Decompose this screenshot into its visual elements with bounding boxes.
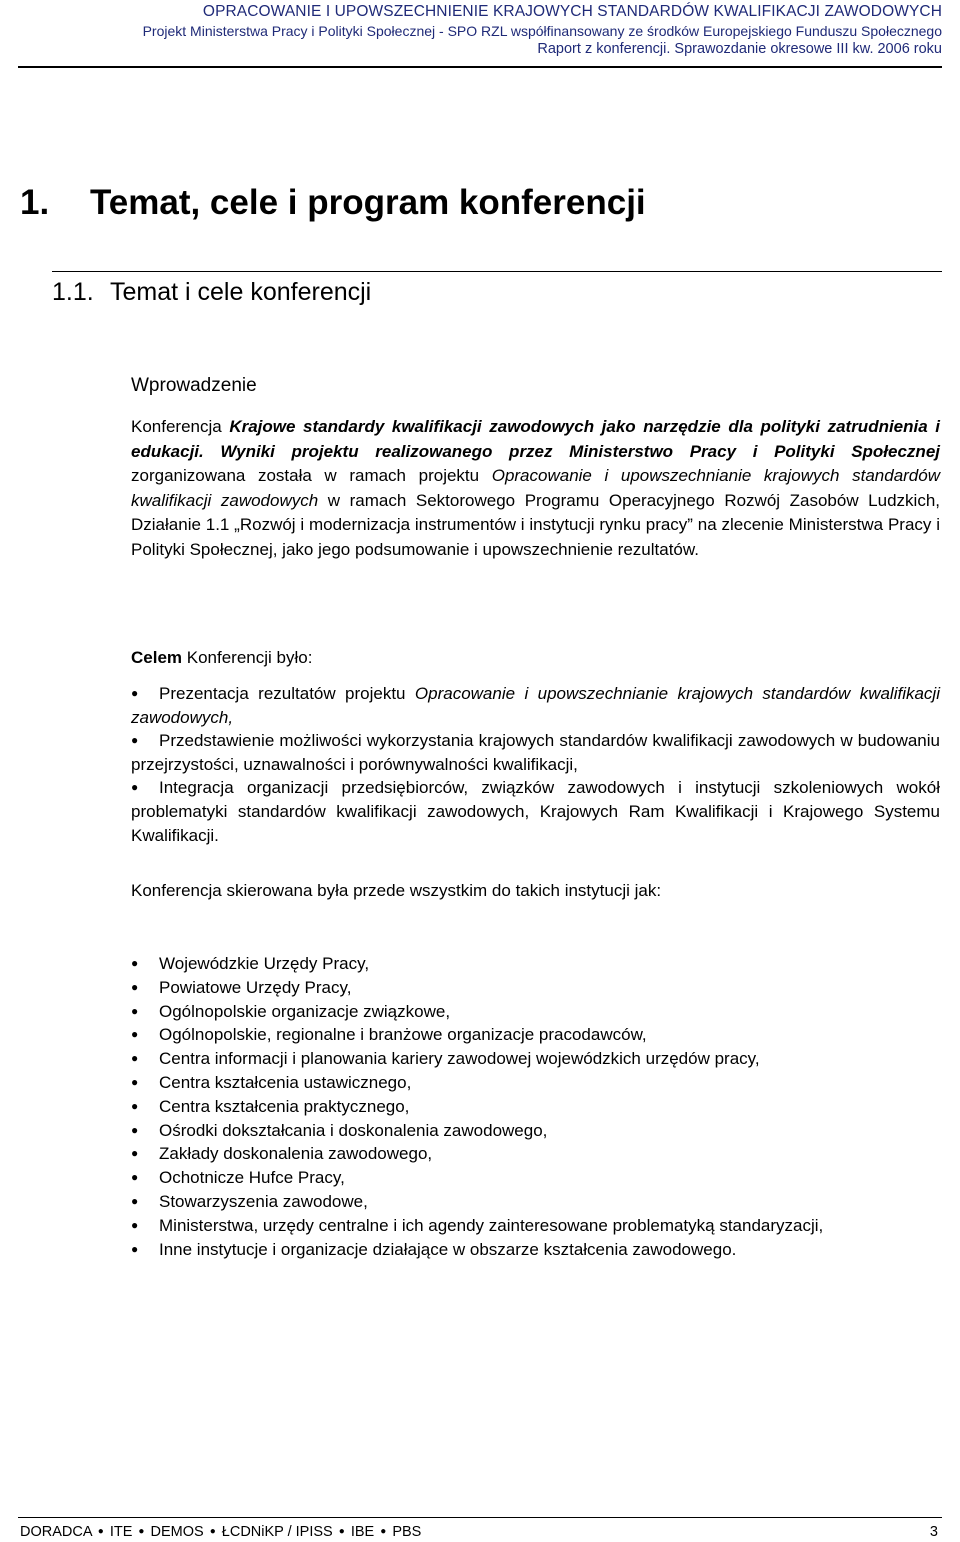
goals-title-rest: Konferencji było: <box>182 648 313 667</box>
heading-1-title: Temat, cele i program konferencji <box>90 183 646 222</box>
list-item <box>131 1166 940 1190</box>
heading-1 <box>20 183 646 223</box>
intro-text-b: Krajowe standardy kwalifikacji zawodowych jako narzędzie dla polityki zatrudnienia i edukacji. Wyniki projektu realizowanego przez Ministerstwo Pracy i Polityki Społecznej <box>131 417 941 461</box>
goal-2-text: Przedstawienie możliwości wykorzystania krajowych standardów kwalifikacji zawodowych w budowaniu przejrzystości, uznawalności i porównywalności kwalifikacji, <box>131 731 940 774</box>
list-item <box>131 1238 940 1262</box>
goals-title-strong: Celem <box>131 648 183 667</box>
list-item <box>131 1190 940 1214</box>
target-item-text: Centra informacji i planowania kariery zawodowej wojewódzkich urzędów pracy, <box>159 1049 760 1069</box>
page-number: 3 <box>929 1524 938 1540</box>
target-item-text: Ministerstwa, urzędy centralne i ich agendy zainteresowane problematyką standaryzacji, <box>159 1215 824 1235</box>
heading-2-divider <box>52 271 942 272</box>
intro-text-a: Konferencja <box>131 417 230 436</box>
bullet-icon: ● <box>131 1027 139 1042</box>
bullet-icon: ● <box>131 956 139 970</box>
goal-3-text: Integracja organizacji przedsiębiorców, związków zawodowych i instytucji szkoleniowych wokół problematyki standardów kwalifikacji zawodowych, Krajowych Ram Kwalifikacji i Krajowego Systemu Kwalifikacji. <box>131 778 940 845</box>
footer-partner: DORADCA <box>20 1524 92 1540</box>
bullet-icon: ● <box>131 1170 139 1185</box>
separator-dot-icon: ● <box>209 1526 216 1537</box>
bullet-icon: ● <box>131 780 139 795</box>
footer-partner: ITE <box>109 1524 133 1540</box>
bullet-icon: ● <box>131 1146 139 1161</box>
bullet-icon: ● <box>131 1122 139 1137</box>
target-item-text: Centra kształcenia ustawicznego, <box>159 1072 412 1092</box>
list-item <box>131 952 940 976</box>
separator-dot-icon: ● <box>380 1526 387 1537</box>
bullet-icon: ● <box>131 1003 139 1018</box>
target-item-text: Centra kształcenia praktycznego, <box>159 1096 410 1116</box>
goal-1-text: Prezentacja rezultatów projektu <box>159 684 415 703</box>
list-item <box>131 1071 940 1095</box>
bullet-icon: ● <box>131 686 139 700</box>
heading-2-number: 1.1. <box>52 278 94 306</box>
goal-1-italic: Opracowanie i upowszechnianie krajowych standardów kwalifikacji zawodowych, <box>131 684 940 727</box>
list-item <box>131 976 940 1000</box>
heading-1-number: 1. <box>20 183 50 222</box>
footer-partner: PBS <box>392 1524 422 1540</box>
intro-text-c: zorganizowana została w ramach projektu <box>131 466 492 485</box>
intro-text-d: Opracowanie i upowszechnianie krajowych standardów kwalifikacji zawodowych <box>131 466 940 510</box>
target-item-text: Ochotnicze Hufce Pracy, <box>159 1168 345 1188</box>
list-item <box>131 1095 940 1119</box>
bullet-icon: ● <box>131 733 139 748</box>
target-item-text: Zakłady doskonalenia zawodowego, <box>159 1144 433 1164</box>
targets-title: Konferencja skierowana była przede wszystkim do takich instytucji jak: <box>131 881 662 900</box>
separator-dot-icon: ● <box>97 1526 104 1537</box>
list-item <box>131 1023 940 1047</box>
target-item-text: Inne instytucje i organizacje działające w obszarze kształcenia zawodowego. <box>159 1239 737 1259</box>
bullet-icon: ● <box>131 1098 139 1113</box>
list-item <box>131 1142 940 1166</box>
list-item <box>131 729 940 776</box>
header-divider <box>18 66 942 68</box>
bullet-icon: ● <box>131 1051 139 1066</box>
bullet-icon: ● <box>131 1217 139 1232</box>
header-project-title: OPRACOWANIE I UPOWSZECHNIENIE KRAJOWYCH STANDARDÓW KWALIFIKACJI ZAWODOWYCH <box>202 3 942 20</box>
intro-text-e: w ramach Sektorowego Programu Operacyjnego Rozwój Zasobów Ludzkich, Działanie 1.1 „Rozwój i modernizacja instrumentów i instytucji rynku pracy” na zlecenie Ministerstwa Pracy i Polityki Społecznej, jako jego podsumowanie i upowszechnienie rezultatów. <box>131 490 941 559</box>
footer-partner: IBE <box>350 1524 375 1540</box>
target-item-text: Ośrodki dokształcania i doskonalenia zawodowego, <box>159 1120 548 1140</box>
targets-list <box>131 952 940 1261</box>
separator-dot-icon: ● <box>138 1526 145 1537</box>
list-item <box>131 1000 940 1024</box>
intro-title: Wprowadzenie <box>131 375 257 396</box>
heading-2 <box>52 278 371 307</box>
bullet-icon: ● <box>131 1241 139 1256</box>
goals-list <box>131 682 940 847</box>
heading-2-title: Temat i cele konferencji <box>110 278 372 306</box>
list-item <box>131 1047 940 1071</box>
list-item <box>131 776 940 847</box>
bullet-icon: ● <box>131 979 139 994</box>
header-report-title: Raport z konferencji. Sprawozdanie okresowe III kw. 2006 roku <box>537 41 942 57</box>
target-item-text: Wojewódzkie Urzędy Pracy, <box>159 954 370 973</box>
intro-paragraph <box>131 415 940 562</box>
bullet-icon: ● <box>131 1074 139 1089</box>
footer-divider <box>18 1517 942 1518</box>
target-item-text: Powiatowe Urzędy Pracy, <box>159 977 352 997</box>
footer-partners <box>20 1524 421 1540</box>
footer-partner: ŁCDNiKP / IPISS <box>221 1524 333 1540</box>
target-item-text: Ogólnopolskie organizacje związkowe, <box>159 1001 451 1021</box>
list-item <box>131 1214 940 1238</box>
list-item <box>131 682 940 729</box>
header-project-subtitle: Projekt Ministerstwa Pracy i Polityki Społecznej - SPO RZL współfinansowany ze środków Europejskiego Funduszu Społecznego <box>142 23 942 39</box>
footer-partner: DEMOS <box>150 1524 204 1540</box>
target-item-text: Ogólnopolskie, regionalne i branżowe organizacje pracodawców, <box>159 1025 647 1045</box>
goals-title <box>131 648 312 668</box>
list-item <box>131 1119 940 1143</box>
target-item-text: Stowarzyszenia zawodowe, <box>159 1191 368 1211</box>
separator-dot-icon: ● <box>338 1526 345 1537</box>
bullet-icon: ● <box>131 1193 139 1208</box>
